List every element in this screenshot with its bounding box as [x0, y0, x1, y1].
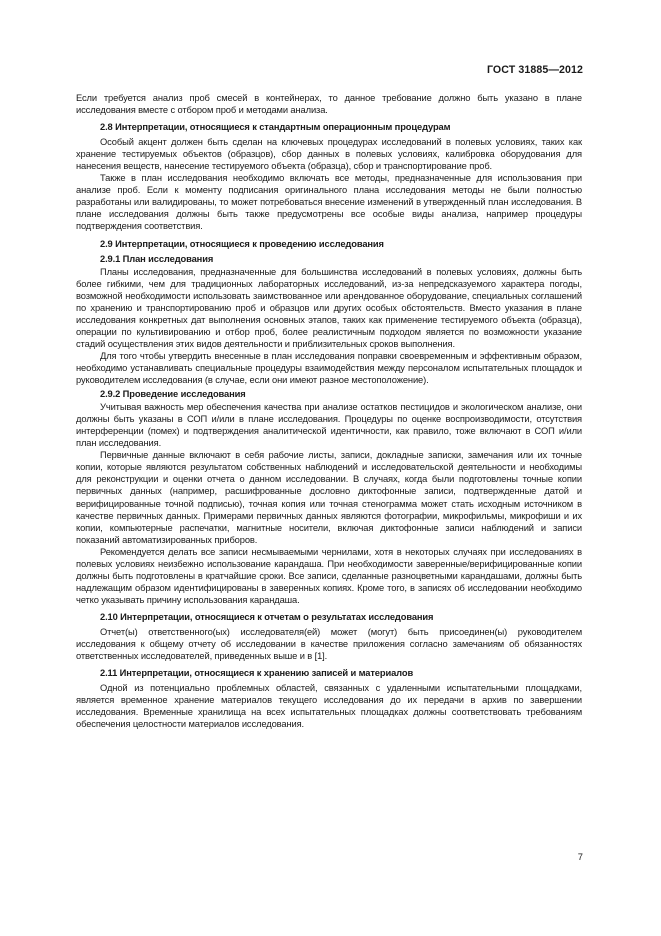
page-body — [76, 92, 582, 730]
paragraph-2-8-a: Особый акцент должен быть сделан на ключевых процедурах исследований в полевых условиях, таких как хранение тестируемых объектов (образцов), сбор данных в полевых условиях, калибровка оборудования для нанесения веществ, нанесение тестируемого объекта (образца), сбор и транспортирование проб. — [76, 137, 582, 172]
section-heading-2-9: 2.9 Интерпретации, относящиеся к проведению исследования — [100, 238, 384, 249]
document-code-header: ГОСТ 31885—2012 — [486, 64, 583, 76]
section-heading-2-11: 2.11 Интерпретации, относящиеся к хранению записей и материалов — [100, 668, 414, 679]
paragraph-2-10-a: Отчет(ы) ответственного(ых) исследователя(ей) может (могут) быть присоединен(ы) руководителем исследования к общему отчету об исследовании в качестве приложения согласно замечаниям об обязанностях ответственных исследователей, приведенных выше и в [1]. — [76, 626, 582, 662]
subsection-heading-2-9-1: 2.9.1 План исследования — [100, 253, 214, 264]
section-heading-2-8: 2.8 Интерпретации, относящиеся к стандартным операционным процедурам — [100, 122, 451, 133]
paragraph-2-9-1-b: Для того чтобы утвердить внесенные в план исследования поправки своевременным и эффективным образом, необходимо устанавливать специальные процедуры взаимодействия между персоналом испытательных площадок и руководителем исследования (в случае, если они имеют разное местоположение). — [76, 350, 582, 386]
page-number: 7 — [577, 851, 583, 862]
paragraph-2-8-b: Также в план исследования необходимо включать все методы, предназначенные для использования при анализе проб. Если к моменту подписания оригинального плана исследования методы не были полностью разработаны или валидированы, то может потребоваться внесение изменений в утвержденный план исследования. В плане исследования должны быть также предусмотрены все особые виды анализа, например процедуры подтверждения соответствия. — [76, 173, 582, 232]
paragraph-2-9-2-a: Учитывая важность мер обеспечения качества при анализе остатков пестицидов и экологическом анализе, они должны быть указаны в СОП и/или в плане исследования. Процедуры по оценке воспроизводимости, отсутствия интерференции (помех) и подтверждения аналитической идентичности, как правило, тоже включают в СОП и/или план исследования. — [76, 402, 582, 449]
paragraph-2-9-2-b: Первичные данные включают в себя рабочие листы, записи, докладные записки, замечания или их точные копии, которые являются результатом собственных наблюдений и исследовательской деятельности и необходимы для реконструкции и оценки отчета о данном исследовании. В случаях, когда были подготовлены точные копии первичных данных (например, расшифрованные дословно диктофонные записи, подтвержденные датой и верифицированные точной подписью), точная копия или точная стенограмма может стать исходным источником в качестве первичных данных. Примерами первичных данных являются фотографии, микрофильмы, микрофиши и их копии, компьютерные распечатки, магнитные носители, включая диктофонные записи наблюдений и записи показаний автоматизированных приборов. — [76, 450, 582, 545]
paragraph-intro: Если требуется анализ проб смесей в контейнерах, то данное требование должно быть указано в плане исследования вместе с отбором проб и методами анализа. — [76, 93, 582, 116]
section-heading-2-10: 2.10 Интерпретации, относящиеся к отчетам о результатах исследования — [100, 611, 434, 622]
paragraph-2-11-a: Одной из потенциально проблемных областей, связанных с удаленными испытательными площадками, является временное хранение материалов текущего исследования до их передачи в архив по завершении исследования. Временные хранилища на всех испытательных площадках должны соответствовать требованиям обеспечения целостности материалов исследования. — [76, 683, 582, 730]
paragraph-2-9-1-a: Планы исследования, предназначенные для большинства исследований в полевых условиях, должны быть более гибкими, чем для традиционных лабораторных исследований, из-за непредсказуемого характера погоды, возможной необходимости использовать заимствованное или арендованное оборудование, специальных соглашений по хранению и транспортированию проб и образцов или других особых обстоятельств. Вместо указания в плане исследования конкретных дат выполнения основных этапов, таких как применение тестируемого объекта (образца), операции по культивированию и отбор проб, более реалистичным подходом является по возможности указание стадий осуществления этих видов деятельности и приблизительных сроков выполнения. — [76, 266, 582, 349]
subsection-heading-2-9-2: 2.9.2 Проведение исследования — [100, 389, 246, 400]
paragraph-2-9-2-c: Рекомендуется делать все записи несмываемыми чернилами, хотя в некоторых случаях при исследованиях в полевых условиях неизбежно использование карандаша. При необходимости заверенные/верифицированные копии должны быть подготовлены в кратчайшие сроки. Все записи, сделанные разноцветными карандашами, должны быть надлежащим образом идентифицированы в заверенных копиях. Кроме того, в записях об исследовании необходимо четко указывать причину использования карандаша. — [76, 546, 582, 605]
